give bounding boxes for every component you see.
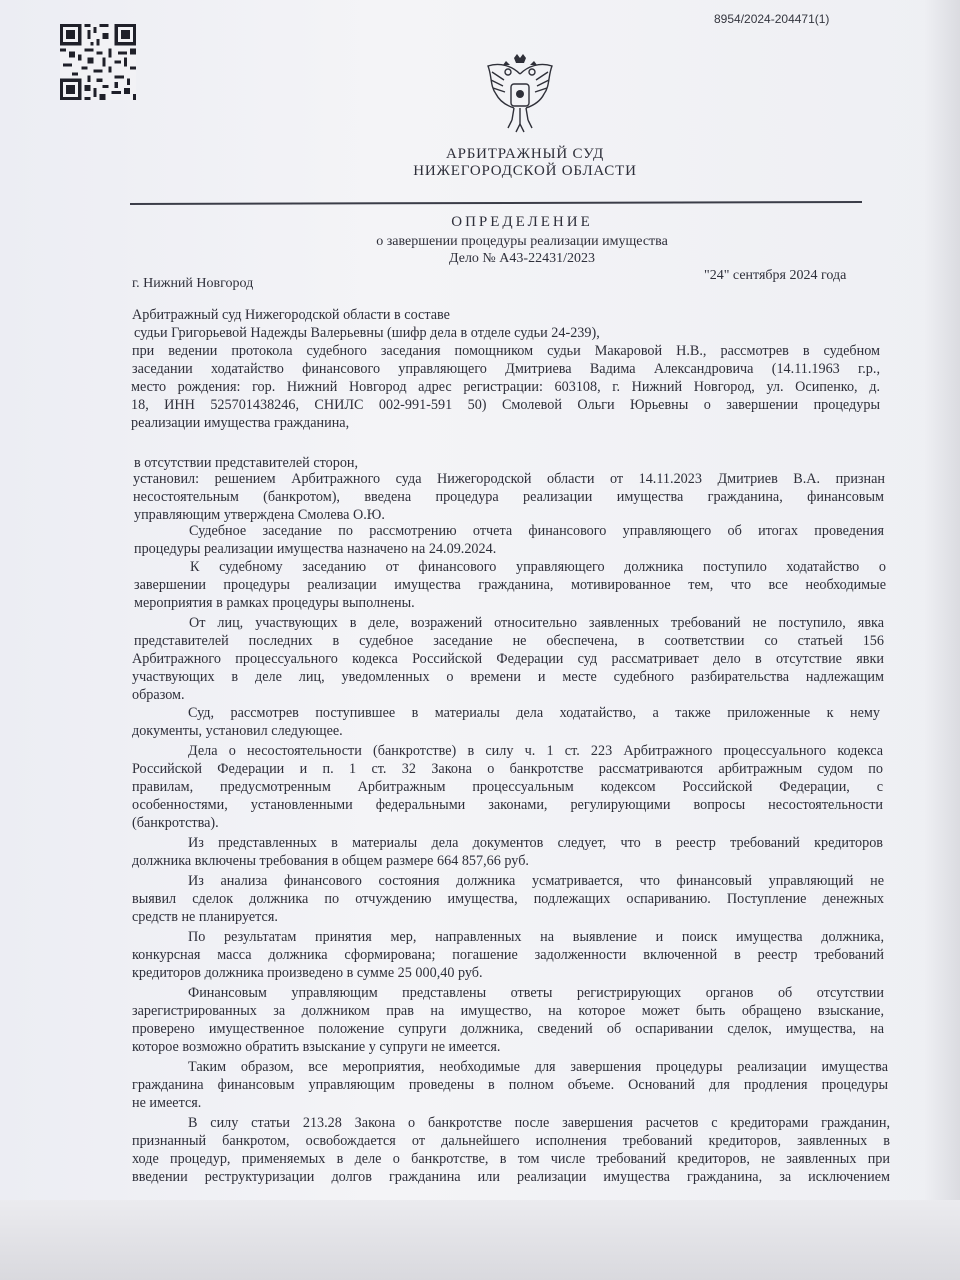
body-line: выявил сделок должника по отчуждению имущества, подлежащих оспариванию. Поступление денежных [132,891,884,907]
city: г. Нижний Новгород [132,276,254,291]
body-line: процедуры реализации имущества назначено на 24.09.2024. [134,541,497,557]
body-line: документы, установил следующее. [132,723,343,739]
body-line: Таким образом, все мероприятия, необходимые для завершения процедуры реализации имущества [188,1059,888,1075]
body-line: которое возможно обратить взыскание у супруги не имеется. [132,1039,501,1055]
body-line: гражданина финансовым управляющим проведены в полном объеме. Оснований для продления процедуры [132,1077,888,1093]
body-line: зарегистрированных за должником прав на имущество, на которое может быть обращено взыскание, [132,1003,884,1019]
body-line: мероприятия в рамках процедуры выполнены. [134,595,415,611]
body-line: От лиц, участвующих в деле, возражений относительно заявленных требований не поступило, явка [189,615,884,631]
court-name [330,146,720,180]
document-date: "24" сентября 2024 года [704,268,847,283]
body-line: 18, ИНН 525701438246, СНИЛС 002-991-591 50) Смолевой Ольги Юрьевны о завершении процедуры [131,397,880,413]
page-edge-shadow [924,0,960,1280]
body-line: Финансовым управляющим представлены ответы регистрирующих органов об отсутствии [188,985,884,1001]
body-line: не имеется. [132,1095,202,1111]
coat-of-arms-icon [482,52,558,134]
body-line: Арбитражный суд Нижегородской области в составе [132,307,450,323]
qr-code-icon [60,24,136,100]
court-name-line1: АРБИТРАЖНЫЙ СУД [445,146,605,162]
body-line: конкурсная масса должника сформирована; погашение задолженности включенной в реестр требований [132,947,884,963]
body-line: ходе процедур, применяемых в деле о банкротстве, в том числе требований кредиторов, не заявленных при [132,1151,890,1167]
body-line: К судебному заседанию от финансового управляющего должника поступило ходатайство о [190,559,886,575]
body-line: кредиторов должника произведено в сумме 25 000,40 руб. [132,965,483,981]
body-line: реализации имущества гражданина, [131,415,350,431]
body-line: представителей последних в судебное заседание не обеспечена, в соответствии со статьей 156 [134,633,884,649]
body-line: Арбитражного процессуального кодекса Российской Федерации суд рассматривает дело в отсутствие явки [132,651,884,667]
body-line: В силу статьи 213.28 Закона о банкротстве после завершения расчетов с кредиторами гражданин, [188,1115,890,1131]
body-line: Судебное заседание по рассмотрению отчета финансового управляющего об итогах проведения [189,523,884,539]
body-line: Российской Федерации и п. 1 ст. 32 Закона о банкротстве рассматриваются арбитражным судом по [132,761,883,777]
court-name-line2: НИЖЕГОРОДСКОЙ ОБЛАСТИ [413,163,637,179]
body-line: завершении процедуры реализации имущества гражданина, мотивированное тем, что все необходимые [134,577,886,593]
body-line: Из анализа финансового состояния должника усматривается, что финансовый управляющий не [188,873,884,889]
body-line: особенностями, установленными федеральными законами, регулирующими вопросы несостоятельности [132,797,883,813]
document-title: ОПРЕДЕЛЕНИЕ [451,214,593,230]
body-line: должника включены требования в общем размере 664 857,66 руб. [132,853,529,869]
body-line: По результатам принятия мер, направленных на выявление и поиск имущества должника, [188,929,884,945]
body-line: Из представленных в материалы дела документов следует, что в реестр требований кредиторов [188,835,883,851]
body-line: Дела о несостоятельности (банкротстве) в силу ч. 1 ст. 223 Арбитражного процессуального кодекса [188,743,883,759]
case-number: Дело № А43-22431/2023 [449,251,595,266]
body-line: установил: решением Арбитражного суда Нижегородской области от 14.11.2023 Дмитриев В.А. признан [133,471,885,487]
body-line: Суд, рассмотрев поступившее в материалы дела ходатайство, а также приложенные к нему [188,705,880,721]
body-line: образом. [132,687,185,703]
document-number: 8954/2024-204471(1) [714,12,830,26]
body-line: правилам, предусмотренным Арбитражным процессуальным кодексом Российской Федерации, с [132,779,883,795]
body-line: (банкротства). [132,815,219,831]
body-line: при ведении протокола судебного заседания помощником судьи Макаровой Н.В., рассмотрев в судебном [132,343,880,359]
body-line: место рождения: гор. Нижний Новгород адрес регистрации: 603108, г. Нижний Новгород, ул. Осипенко, д. [131,379,880,395]
document-subtitle: о завершении процедуры реализации имущества [376,234,668,249]
body-line: средств не планируется. [132,909,278,925]
body-line: судьи Григорьевой Надежды Валерьевны (шифр дела в отделе судьи 24-239), [134,325,600,341]
body-line: несостоятельным (банкротом), введена процедура реализации имущества гражданина, финансовым [133,489,884,505]
body-line: управляющим утверждена Смолева О.Ю. [134,507,385,523]
body-line: заседании ходатайство финансового управляющего Дмитриева Вадима Александровича (14.11.1963 г.р., [132,361,880,377]
body-line: введении реструктуризации долгов гражданина или реализации имущества гражданина, за исключением [132,1169,890,1185]
background-surface [0,1200,960,1280]
body-line: проверено имущественное положение супруги должника, сведений об оспаривании сделок, имущества, на [132,1021,884,1037]
header-divider [130,201,862,205]
body-line: в отсутствии представителей сторон, [134,455,359,471]
body-line: признанный банкротом, освобождается от дальнейшего исполнения требований кредиторов, заявленных в [132,1133,890,1149]
body-line: участвующих в деле лиц, уведомленных о времени и месте судебного разбирательства надлежащим [132,669,884,685]
